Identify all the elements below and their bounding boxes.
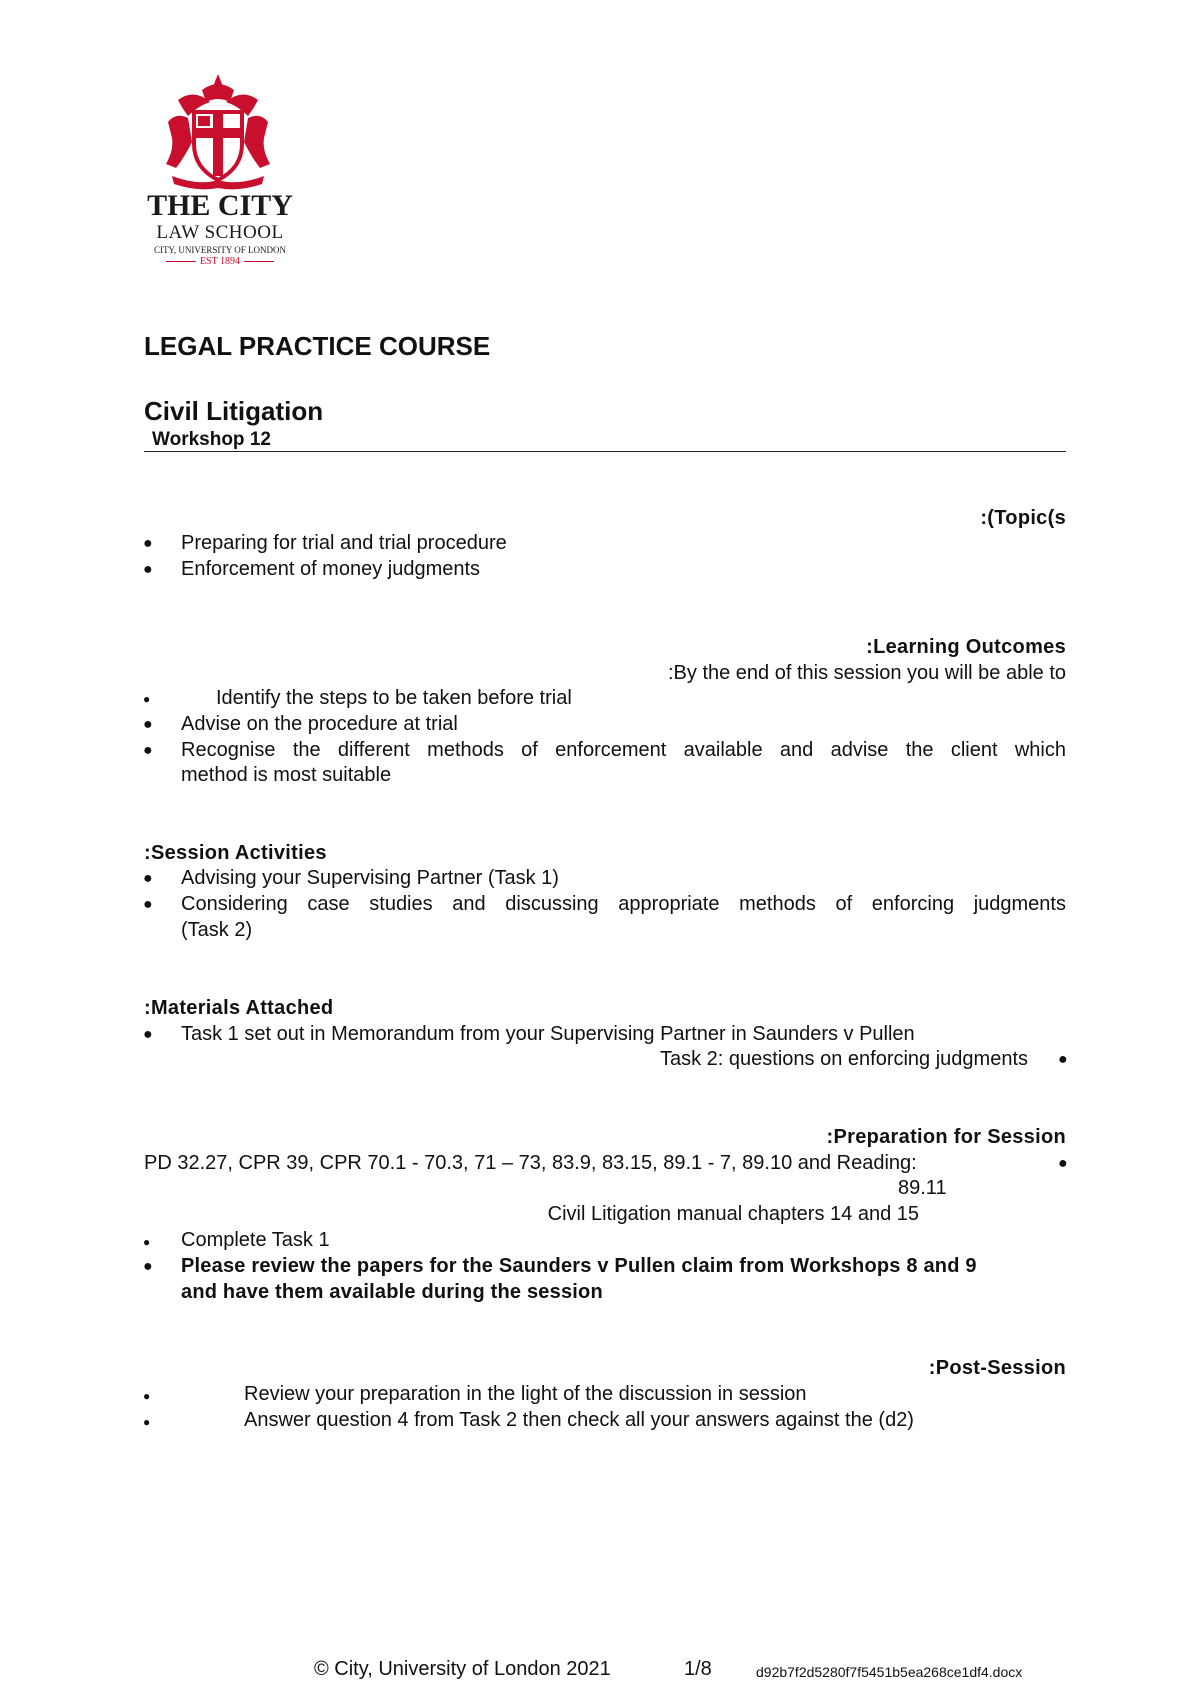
post-session-heading: :Post-Session bbox=[928, 1357, 1066, 1379]
workshop-title: Workshop 12 bbox=[152, 429, 271, 450]
bullet-icon: ● bbox=[1058, 1155, 1068, 1172]
bullet-icon: ● bbox=[143, 742, 153, 759]
logo-text-law-school: LAW SCHOOL bbox=[156, 222, 284, 243]
learning-outcomes-heading: :Learning Outcomes bbox=[866, 636, 1066, 658]
footer-page-number: 1/8 bbox=[684, 1658, 712, 1680]
bullet-icon: ● bbox=[143, 870, 153, 887]
logo-text-university: CITY, UNIVERSITY OF LONDON bbox=[154, 245, 286, 255]
session-activities-heading: :Session Activities bbox=[144, 842, 327, 864]
reading-manual: Civil Litigation manual chapters 14 and 15 bbox=[547, 1203, 919, 1225]
city-law-school-logo bbox=[146, 72, 294, 272]
bullet-icon: ● bbox=[143, 1258, 153, 1275]
logo-text-the-city: THE CITY bbox=[147, 189, 293, 222]
activity-item: Considering case studies and discussing appropriate methods of enforcing judgments bbox=[181, 893, 1066, 915]
header-rule bbox=[144, 451, 1066, 452]
bullet-icon: ● bbox=[143, 716, 153, 733]
module-title: Civil Litigation bbox=[144, 396, 324, 426]
bullet-icon: ● bbox=[143, 561, 153, 578]
topic-item: Enforcement of money judgments bbox=[181, 558, 481, 580]
reading-list: PD 32.27, CPR 39, CPR 70.1 - 70.3, 71 – 73, 83.9, 83.15, 89.1 - 7, 89.10 and Reading: bbox=[144, 1152, 917, 1174]
preparation-heading: :Preparation for Session bbox=[826, 1126, 1066, 1148]
outcome-item: Recognise the different methods of enforcement available and advise the client which bbox=[181, 739, 1066, 761]
materials-heading: :Materials Attached bbox=[144, 997, 334, 1019]
topic-item: Preparing for trial and trial procedure bbox=[181, 532, 507, 554]
bullet-icon: ● bbox=[143, 692, 151, 706]
crest-icon bbox=[158, 72, 278, 190]
bullet-icon: ● bbox=[143, 535, 153, 552]
footer-copyright: © City, University of London 2021 bbox=[314, 1658, 611, 1680]
material-item: Task 2: questions on enforcing judgments bbox=[660, 1048, 1028, 1070]
bullet-icon: ● bbox=[143, 1389, 151, 1403]
activity-item: Advising your Supervising Partner (Task 1) bbox=[181, 867, 559, 889]
prep-item-bold: Please review the papers for the Saunders v Pullen claim from Workshops 8 and 9 bbox=[181, 1255, 977, 1277]
logo-est: EST 1894 bbox=[146, 256, 294, 268]
outcome-item: Identify the steps to be taken before trial bbox=[216, 687, 572, 709]
prep-item: Complete Task 1 bbox=[181, 1229, 330, 1251]
activity-item-continued: (Task 2) bbox=[181, 919, 253, 941]
prep-item-bold-continued: and have them available during the session bbox=[181, 1281, 603, 1303]
reading-list-continued: 89.11 bbox=[898, 1177, 947, 1199]
bullet-icon: ● bbox=[1058, 1051, 1068, 1068]
bullet-icon: ● bbox=[143, 896, 153, 913]
bullet-icon: ● bbox=[143, 1415, 151, 1429]
post-session-item: Review your preparation in the light of the discussion in session bbox=[244, 1383, 807, 1405]
bullet-icon: ● bbox=[143, 1026, 153, 1043]
outcome-item-continued: method is most suitable bbox=[181, 764, 392, 786]
post-session-item: Answer question 4 from Task 2 then check all your answers against the (d2) bbox=[244, 1409, 914, 1431]
outcome-item: Advise on the procedure at trial bbox=[181, 713, 458, 735]
material-item: Task 1 set out in Memorandum from your Supervising Partner in Saunders v Pullen bbox=[181, 1023, 915, 1045]
course-title: LEGAL PRACTICE COURSE bbox=[144, 331, 491, 361]
bullet-icon: ● bbox=[143, 1235, 151, 1249]
topics-heading: :(Topic(s bbox=[980, 507, 1066, 529]
footer-filename: d92b7f2d5280f7f5451b5ea268ce1df4.docx bbox=[756, 1664, 1023, 1680]
learning-outcomes-intro: :By the end of this session you will be able to bbox=[667, 662, 1066, 684]
